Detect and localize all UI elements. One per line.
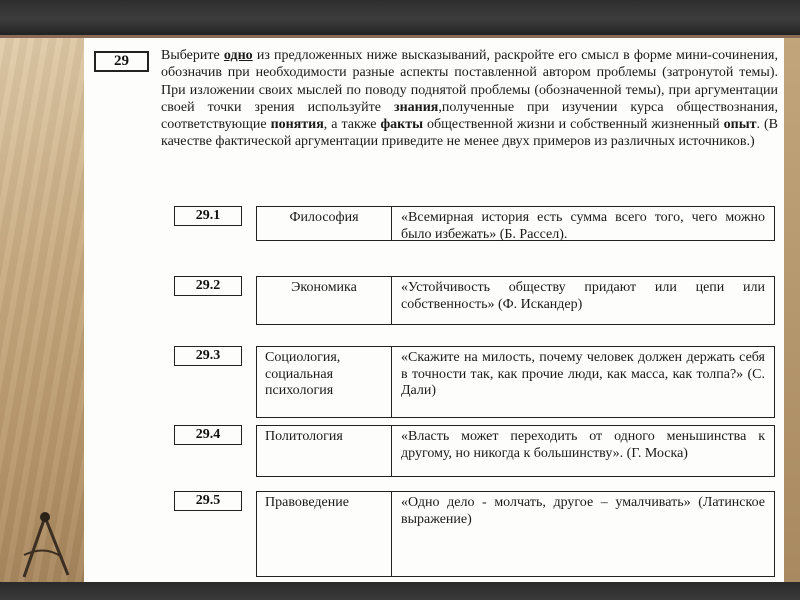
item-number: 29.3 [174,346,242,366]
item-quote: «Устойчивость обществу придают или цепи или собственность» (Ф. Искандер) [391,276,775,325]
item-topic: Социология, социальная психология [256,346,392,418]
item-number: 29.5 [174,491,242,511]
item-quote: «Всемирная история есть сумма всего того, чего можно было избежать» (Б. Рассел). [391,206,775,241]
item-quote: «Власть может переходить от одного меньшинства к другому, но никогда к большинству». (Г. Моска) [391,425,775,477]
instr-emphasis-concepts: понятия [270,117,324,133]
instr-emphasis-experience: опыт [723,117,757,133]
bottom-window-bar [0,582,800,600]
item-number: 29.1 [174,206,242,226]
top-window-bar [0,0,800,35]
document-page [84,38,784,582]
wood-background-right [784,38,800,582]
instr-emphasis-one: одно [223,48,253,63]
item-topic: Экономика [256,276,392,325]
instr-emphasis-knowledge: знания [393,99,439,115]
instr-text-11: . (В качестве фактической аргументации приведите не менее двух примеров из различных источников.) [161,117,778,150]
item-quote: «Скажите на милость, почему человек должен держать себя в точности так, как прочие люди, как масса, как толпа?» (С. Дали) [391,346,775,418]
wood-background-left [0,38,84,582]
question-number: 29 [94,51,149,72]
item-number: 29.4 [174,425,242,445]
instr-text-3: из предложенных ниже высказываний, раскройте его смысл в форме мини-сочинения, обозначив при необходимости разные аспекты поставленной автором проблемы (затронутой темы). При изложении своих мыслей по поводу поднятой проблемы (обозначенной темы), при аргументации своей точки зрения используйте [161,48,778,115]
item-topic: Политология [256,425,392,477]
item-quote: «Одно дело - молчать, другое – умалчивать» (Латинское выражение) [391,491,775,577]
item-topic: Правоведение [256,491,392,577]
item-topic: Философия [256,206,392,241]
instr-emphasis-facts: факты [380,117,424,133]
instr-text-5: ,полученные при изучении курса обществознания, соответствующие [161,99,778,133]
question-instructions [161,47,778,151]
item-number: 29.2 [174,276,242,296]
instr-text-7: , а также [323,117,381,133]
instr-text-9: общественной жизни и собственный жизненный [423,117,724,133]
compass-icon [10,505,80,580]
instr-text-1: Выберите [161,48,224,63]
